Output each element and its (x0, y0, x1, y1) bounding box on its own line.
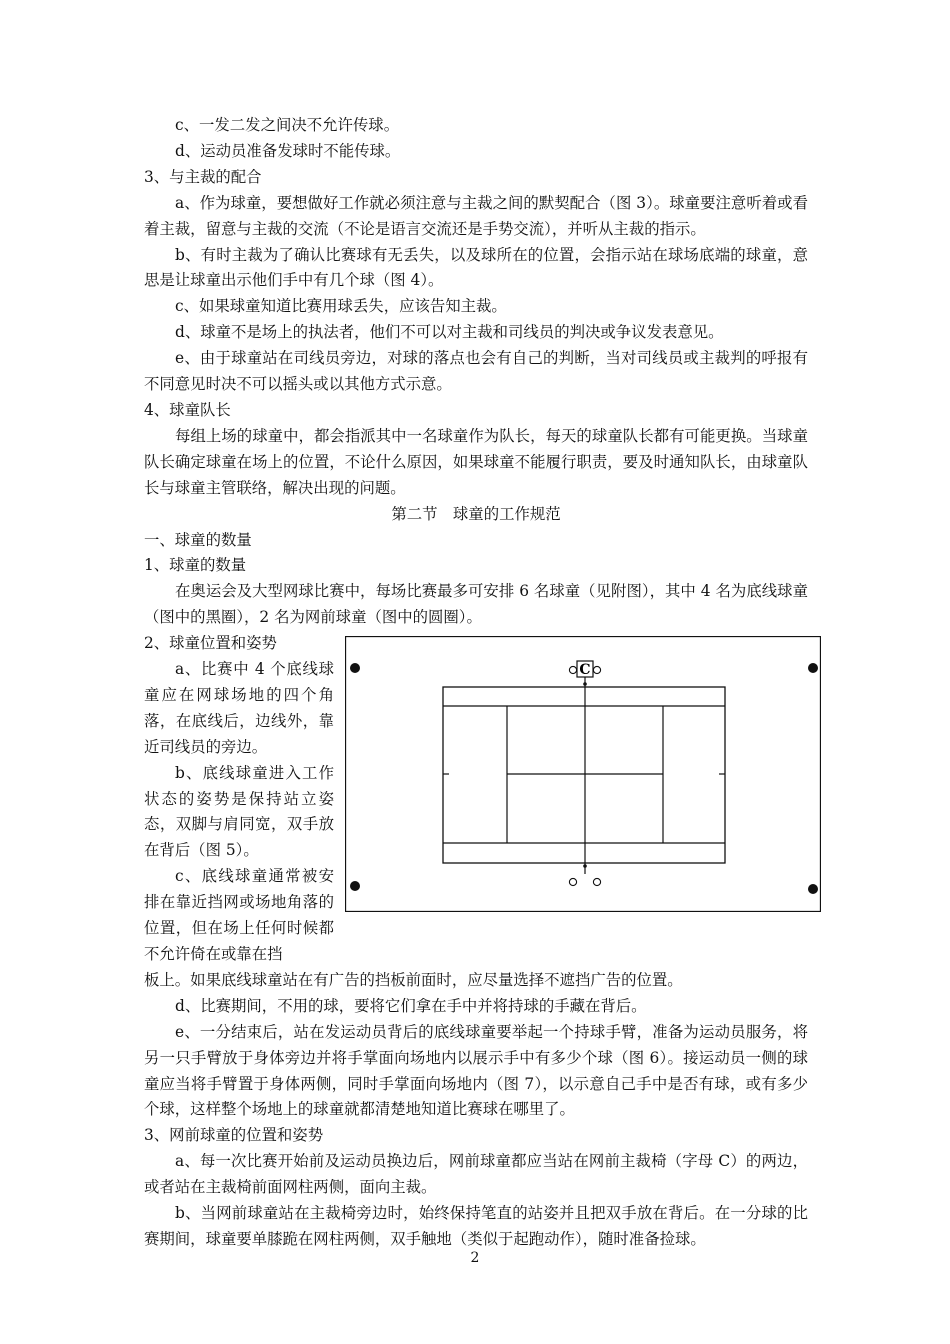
paragraph: c、如果球童知道比赛用球丢失，应该告知主裁。 (175, 297, 507, 316)
baseline-ball-kid-dot (350, 881, 360, 891)
paragraph: a、每一次比赛开始前及运动员换边后，网前球童都应当站在网前主裁椅（字母 C）的两边，或者站在主裁椅前面网柱两侧，面向主裁。 (144, 1152, 808, 1197)
heading: 2、球童位置和姿势 (144, 634, 277, 653)
section-title: 第二节 球童的工作规范 (391, 504, 561, 523)
paragraph: b、有时主裁为了确认比赛球有无丢失，以及球所在的位置，会指示站在球场底端的球童，意思是让球童出示他们手中有几个球（图 4）。 (144, 245, 808, 290)
paragraph: e、由于球童站在司线员旁边，对球的落点也会有自己的判断，当对司线员或主裁判的呼报有不同意见时决不可以摇头或以其他方式示意。 (144, 349, 808, 394)
heading: 3、网前球童的位置和姿势 (144, 1126, 324, 1145)
paragraph: d、球童不是场上的执法者，他们不可以对主裁和司线员的判决或争议发表意见。 (175, 323, 724, 342)
paragraph: b、底线球童进入工作状态的姿势是保持站立姿态，双脚与肩同宽，双手放在背后（图 5）。 (144, 763, 334, 860)
paragraph: c、一发二发之间决不允许传球。 (175, 116, 400, 134)
page-number: 2 (470, 1250, 480, 1266)
net-post-bottom (583, 864, 587, 868)
paragraph: e、一分结束后，站在发运动员背后的底线球童要举起一个持球手臂，准备为运动员服务，将另一只手臂放于身体旁边并将手掌面向场地内以展示手中有多少个球（图 6）。接运动员一侧的球童应当将手臂置于身体两侧，同时手掌面向场地内（图 7），以示意自己手中是否有球，或有多少个球，这样整个场地上的球童就都清楚地知道比赛球在哪里了。 (144, 1022, 808, 1119)
heading: 一、球童的数量 (144, 530, 252, 549)
paragraph: c、底线球童通常被安排在靠近挡网或场地角落的位置，但在场上任何时候都不允许倚在或靠在挡 (144, 867, 334, 963)
paragraph: d、比赛期间，不用的球，要将它们拿在手中并将持球的手藏在背后。 (175, 996, 647, 1015)
heading: 3、与主裁的配合 (144, 167, 262, 186)
paragraph: 在奥运会及大型网球比赛中，每场比赛最多可安排 6 名球童（见附图），其中 4 名为底线球童（图中的黑圈），2 名为网前球童（图中的圆圈）。 (144, 582, 808, 627)
tennis-court-figure (345, 636, 821, 912)
paragraph: d、运动员准备发球时不能传球。 (175, 141, 401, 160)
paragraph: 板上。如果底线球童站在有广告的挡板前面时，应尽量选择不遮挡广告的位置。 (144, 970, 683, 989)
heading: 4、球童队长 (144, 400, 231, 419)
net-post-top (583, 682, 587, 686)
paragraph: b、当网前球童站在主裁椅旁边时，始终保持笔直的站姿并且把双手放在背后。在一分球的比赛期间，球童要单膝跪在网柱两侧，双手触地（类似于起跑动作），随时准备捡球。 (144, 1204, 808, 1248)
wrapped-text-column (144, 657, 334, 968)
paragraph: a、比赛中 4 个底线球童应在网球场地的四个角落，在底线后，边线外，靠近司线员的旁边。 (144, 660, 334, 756)
paragraph: 每组上场的球童中，都会指派其中一名球童作为队长，每天的球童队长都有可能更换。当球童队长确定球童在场上的位置，不论什么原因，如果球童不能履行职责，要及时通知队长，由球童队长与球童主管联络，解决出现的问题。 (144, 426, 808, 497)
umpire-chair-label: C (579, 662, 591, 678)
baseline-ball-kid-dot (350, 663, 360, 673)
baseline-ball-kid-dot (808, 663, 818, 673)
tennis-court-diagram (345, 636, 821, 912)
paragraph: a、作为球童，要想做好工作就必须注意与主裁之间的默契配合（图 3）。球童要注意听着或看着主裁，留意与主裁的交流（不论是语言交流还是手势交流），并听从主裁的指示。 (144, 193, 808, 238)
heading: 1、球童的数量 (144, 556, 247, 575)
baseline-ball-kid-dot (808, 884, 818, 894)
